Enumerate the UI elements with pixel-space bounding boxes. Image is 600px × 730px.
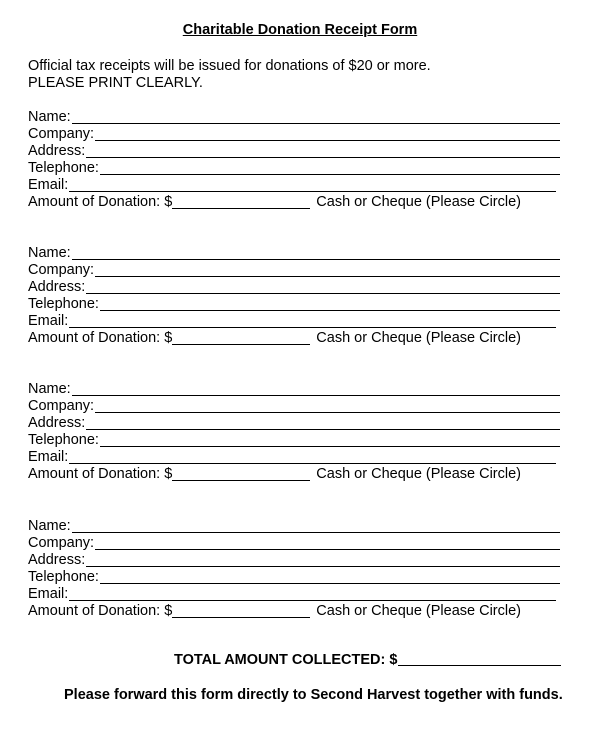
amount-label: Amount of Donation: $ (28, 194, 173, 210)
payment-method-label[interactable]: Cash or Cheque (Please Circle) (316, 466, 521, 482)
company-row (28, 126, 560, 143)
address-label: Address: (28, 143, 86, 159)
amount-label: Amount of Donation: $ (28, 603, 173, 619)
amount-row (28, 603, 560, 620)
telephone-label: Telephone: (28, 432, 99, 448)
company-field[interactable] (95, 399, 560, 413)
email-row (28, 449, 560, 466)
email-field[interactable] (69, 314, 556, 328)
name-row (28, 381, 560, 398)
telephone-label: Telephone: (28, 160, 99, 176)
name-field[interactable] (72, 246, 560, 260)
telephone-row (28, 432, 560, 449)
email-row (28, 313, 560, 330)
address-label: Address: (28, 415, 86, 431)
address-field[interactable] (86, 553, 560, 567)
name-row (28, 109, 560, 126)
payment-method-label[interactable]: Cash or Cheque (Please Circle) (316, 194, 521, 210)
email-row (28, 177, 560, 194)
amount-field[interactable] (172, 331, 310, 345)
amount-row (28, 194, 560, 211)
company-field[interactable] (95, 536, 560, 550)
address-label: Address: (28, 552, 86, 568)
company-label: Company: (28, 126, 95, 142)
donor-entry-3 (28, 381, 560, 483)
telephone-field[interactable] (100, 297, 560, 311)
telephone-row (28, 569, 560, 586)
company-row (28, 398, 560, 415)
address-field[interactable] (86, 280, 560, 294)
company-label: Company: (28, 398, 95, 414)
form-title: Charitable Donation Receipt Form (182, 22, 418, 38)
amount-row (28, 330, 560, 347)
email-label: Email: (28, 177, 69, 193)
address-field[interactable] (86, 416, 560, 430)
donor-entry-1 (28, 109, 560, 211)
total-collected-label: TOTAL AMOUNT COLLECTED: $ (174, 652, 398, 668)
amount-label: Amount of Donation: $ (28, 330, 173, 346)
telephone-field[interactable] (100, 570, 560, 584)
amount-field[interactable] (172, 604, 310, 618)
address-row (28, 415, 560, 432)
name-label: Name: (28, 109, 71, 125)
payment-method-label[interactable]: Cash or Cheque (Please Circle) (316, 330, 521, 346)
telephone-row (28, 160, 560, 177)
email-label: Email: (28, 313, 69, 329)
amount-row (28, 466, 560, 483)
telephone-row (28, 296, 560, 313)
intro-line-print-clearly: PLEASE PRINT CLEARLY. (28, 75, 203, 91)
address-row (28, 279, 560, 296)
name-field[interactable] (72, 519, 560, 533)
telephone-label: Telephone: (28, 569, 99, 585)
donor-entry-4 (28, 518, 560, 620)
name-row (28, 518, 560, 535)
forwarding-instruction: Please forward this form directly to Second Harvest together with funds. (64, 687, 563, 703)
name-field[interactable] (72, 382, 560, 396)
name-row (28, 245, 560, 262)
address-row (28, 143, 560, 160)
total-collected-row (174, 652, 561, 668)
email-field[interactable] (69, 587, 556, 601)
address-label: Address: (28, 279, 86, 295)
address-field[interactable] (86, 144, 560, 158)
email-field[interactable] (69, 450, 556, 464)
amount-label: Amount of Donation: $ (28, 466, 173, 482)
name-label: Name: (28, 518, 71, 534)
email-label: Email: (28, 586, 69, 602)
intro-text (28, 58, 431, 92)
email-field[interactable] (69, 178, 556, 192)
email-label: Email: (28, 449, 69, 465)
company-row (28, 262, 560, 279)
amount-field[interactable] (172, 467, 310, 481)
name-field[interactable] (72, 110, 560, 124)
email-row (28, 586, 560, 603)
payment-method-label[interactable]: Cash or Cheque (Please Circle) (316, 603, 521, 619)
telephone-field[interactable] (100, 433, 560, 447)
company-label: Company: (28, 262, 95, 278)
intro-line-receipts: Official tax receipts will be issued for donations of $20 or more. (28, 58, 431, 74)
company-field[interactable] (95, 127, 560, 141)
company-row (28, 535, 560, 552)
name-label: Name: (28, 245, 71, 261)
company-field[interactable] (95, 263, 560, 277)
donor-entry-2 (28, 245, 560, 347)
total-collected-field[interactable] (398, 652, 561, 666)
name-label: Name: (28, 381, 71, 397)
telephone-label: Telephone: (28, 296, 99, 312)
company-label: Company: (28, 535, 95, 551)
address-row (28, 552, 560, 569)
telephone-field[interactable] (100, 161, 560, 175)
amount-field[interactable] (172, 195, 310, 209)
